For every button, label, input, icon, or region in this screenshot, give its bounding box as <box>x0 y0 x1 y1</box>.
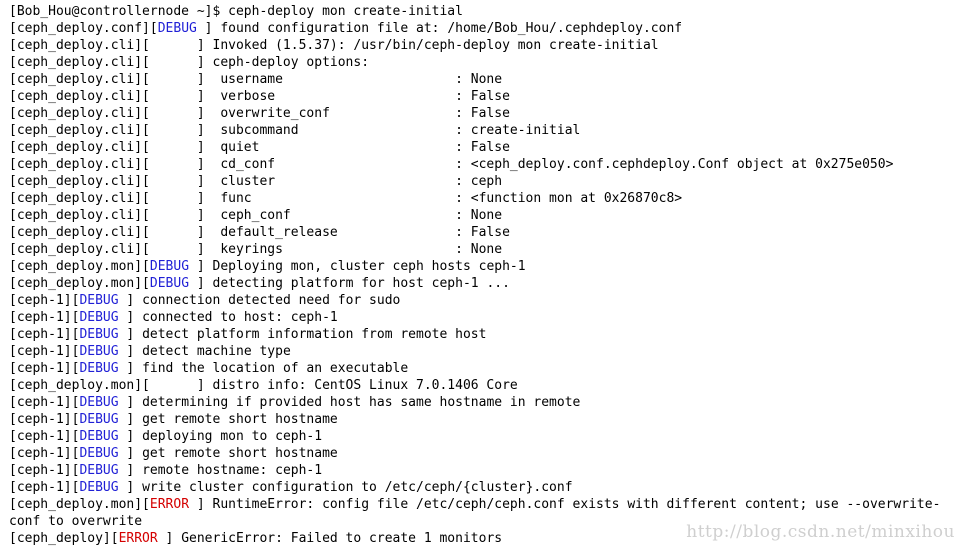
log-text: [ceph_deploy.conf][ <box>9 21 158 36</box>
log-text: ] get remote short hostname <box>118 446 338 461</box>
terminal-line <box>9 496 940 513</box>
log-text: [ceph-1][ <box>9 327 80 342</box>
log-text: [ceph_deploy.mon][ <box>9 276 150 291</box>
log-text: ] detect machine type <box>118 344 291 359</box>
log-text: [ceph_deploy.cli][ ] cd_conf : <ceph_deploy.conf.cephdeploy.Conf object at 0x275e050> <box>9 157 894 172</box>
log-text: ] connection detected need for sudo <box>118 293 401 308</box>
log-level-debug: DEBUG <box>149 259 190 274</box>
log-level-debug: DEBUG <box>79 293 119 308</box>
terminal-line <box>9 156 940 173</box>
terminal-line <box>9 513 940 530</box>
log-level-debug: DEBUG <box>79 327 119 342</box>
terminal-line <box>9 326 940 343</box>
terminal-line <box>9 88 940 105</box>
log-level-debug: DEBUG <box>79 463 119 478</box>
log-text: ] GenericError: Failed to create 1 monitors <box>157 531 503 546</box>
log-text: [ceph-1][ <box>9 429 80 444</box>
log-text: ] detecting platform for host ceph-1 ... <box>189 276 510 291</box>
terminal-line <box>9 275 940 292</box>
log-level-error: ERROR <box>149 497 190 512</box>
log-text: ] found configuration file at: /home/Bob_Hou/.cephdeploy.conf <box>196 21 683 36</box>
log-text: [ceph_deploy.cli][ ] username : None <box>9 72 503 87</box>
terminal-line <box>9 411 940 428</box>
log-level-debug: DEBUG <box>157 21 197 36</box>
log-text: [ceph-1][ <box>9 480 80 495</box>
log-level-debug: DEBUG <box>79 446 119 461</box>
log-text: [ceph_deploy.cli][ ] ceph-deploy options: <box>9 55 370 70</box>
log-text: [ceph_deploy.mon][ <box>9 497 150 512</box>
terminal-line <box>9 241 940 258</box>
log-text: [ceph-1][ <box>9 412 80 427</box>
terminal-line <box>9 20 940 37</box>
terminal-line <box>9 190 940 207</box>
log-level-debug: DEBUG <box>79 361 119 376</box>
terminal-line <box>9 207 940 224</box>
terminal-line <box>9 445 940 462</box>
terminal-line <box>9 139 940 156</box>
log-text: [ceph_deploy.cli][ ] keyrings : None <box>9 242 503 257</box>
log-text: [ceph_deploy.cli][ ] quiet : False <box>9 140 510 155</box>
log-text: [ceph-1][ <box>9 463 80 478</box>
terminal-line <box>9 377 940 394</box>
log-text: ] find the location of an executable <box>118 361 409 376</box>
log-text: [ceph_deploy.cli][ ] subcommand : create-initial <box>9 123 581 138</box>
log-text: [ceph_deploy][ <box>9 531 119 546</box>
log-level-debug: DEBUG <box>79 480 119 495</box>
terminal-line <box>9 428 940 445</box>
terminal-line <box>9 173 940 190</box>
terminal-line <box>9 360 940 377</box>
terminal-output[interactable] <box>9 3 940 547</box>
log-level-debug: DEBUG <box>79 429 119 444</box>
terminal-line <box>9 530 940 547</box>
log-text: [ceph_deploy.cli][ ] cluster : ceph <box>9 174 503 189</box>
log-text: [Bob_Hou@controllernode ~]$ ceph-deploy mon create-initial <box>9 4 463 19</box>
log-level-debug: DEBUG <box>79 395 119 410</box>
terminal-line <box>9 3 940 20</box>
terminal-line <box>9 462 940 479</box>
log-text: ] deploying mon to ceph-1 <box>118 429 323 444</box>
log-text: ] Deploying mon, cluster ceph hosts ceph-1 <box>189 259 526 274</box>
log-text: ] connected to host: ceph-1 <box>118 310 338 325</box>
log-text: conf to overwrite <box>9 514 143 529</box>
log-level-debug: DEBUG <box>79 412 119 427</box>
terminal-line <box>9 343 940 360</box>
terminal-line <box>9 105 940 122</box>
watermark: http://blog.csdn.net/minxihou <box>686 522 955 542</box>
log-text: [ceph_deploy.cli][ ] verbose : False <box>9 89 510 104</box>
log-text: [ceph-1][ <box>9 310 80 325</box>
log-text: [ceph_deploy.cli][ ] Invoked (1.5.37): /usr/bin/ceph-deploy mon create-initial <box>9 38 659 53</box>
log-text: [ceph-1][ <box>9 361 80 376</box>
terminal-line <box>9 71 940 88</box>
terminal-line <box>9 224 940 241</box>
log-level-debug: DEBUG <box>149 276 190 291</box>
log-text: [ceph-1][ <box>9 395 80 410</box>
log-level-debug: DEBUG <box>79 310 119 325</box>
terminal-line <box>9 479 940 496</box>
log-level-debug: DEBUG <box>79 344 119 359</box>
log-text: ] remote hostname: ceph-1 <box>118 463 323 478</box>
terminal-line <box>9 37 940 54</box>
log-text: ] detect platform information from remote host <box>118 327 487 342</box>
log-text: [ceph_deploy.mon][ <box>9 259 150 274</box>
log-text: [ceph-1][ <box>9 293 80 308</box>
terminal-line <box>9 394 940 411</box>
terminal-line <box>9 258 940 275</box>
log-text: ] get remote short hostname <box>118 412 338 427</box>
log-text: [ceph_deploy.cli][ ] overwrite_conf : False <box>9 106 510 121</box>
log-text: ] RuntimeError: config file /etc/ceph/ceph.conf exists with different content; use --overwrite- <box>189 497 941 512</box>
log-text: [ceph_deploy.cli][ ] func : <function mon at 0x26870c8> <box>9 191 683 206</box>
log-text: [ceph_deploy.cli][ ] default_release : False <box>9 225 510 240</box>
log-level-error: ERROR <box>118 531 158 546</box>
log-text: [ceph_deploy.cli][ ] ceph_conf : None <box>9 208 503 223</box>
log-text: ] write cluster configuration to /etc/ceph/{cluster}.conf <box>118 480 573 495</box>
log-text: [ceph_deploy.mon][ ] distro info: CentOS Linux 7.0.1406 Core <box>9 378 518 393</box>
terminal-line <box>9 122 940 139</box>
terminal-line <box>9 292 940 309</box>
log-text: [ceph-1][ <box>9 446 80 461</box>
terminal-line <box>9 54 940 71</box>
log-text: ] determining if provided host has same hostname in remote <box>118 395 581 410</box>
terminal-line <box>9 309 940 326</box>
log-text: [ceph-1][ <box>9 344 80 359</box>
